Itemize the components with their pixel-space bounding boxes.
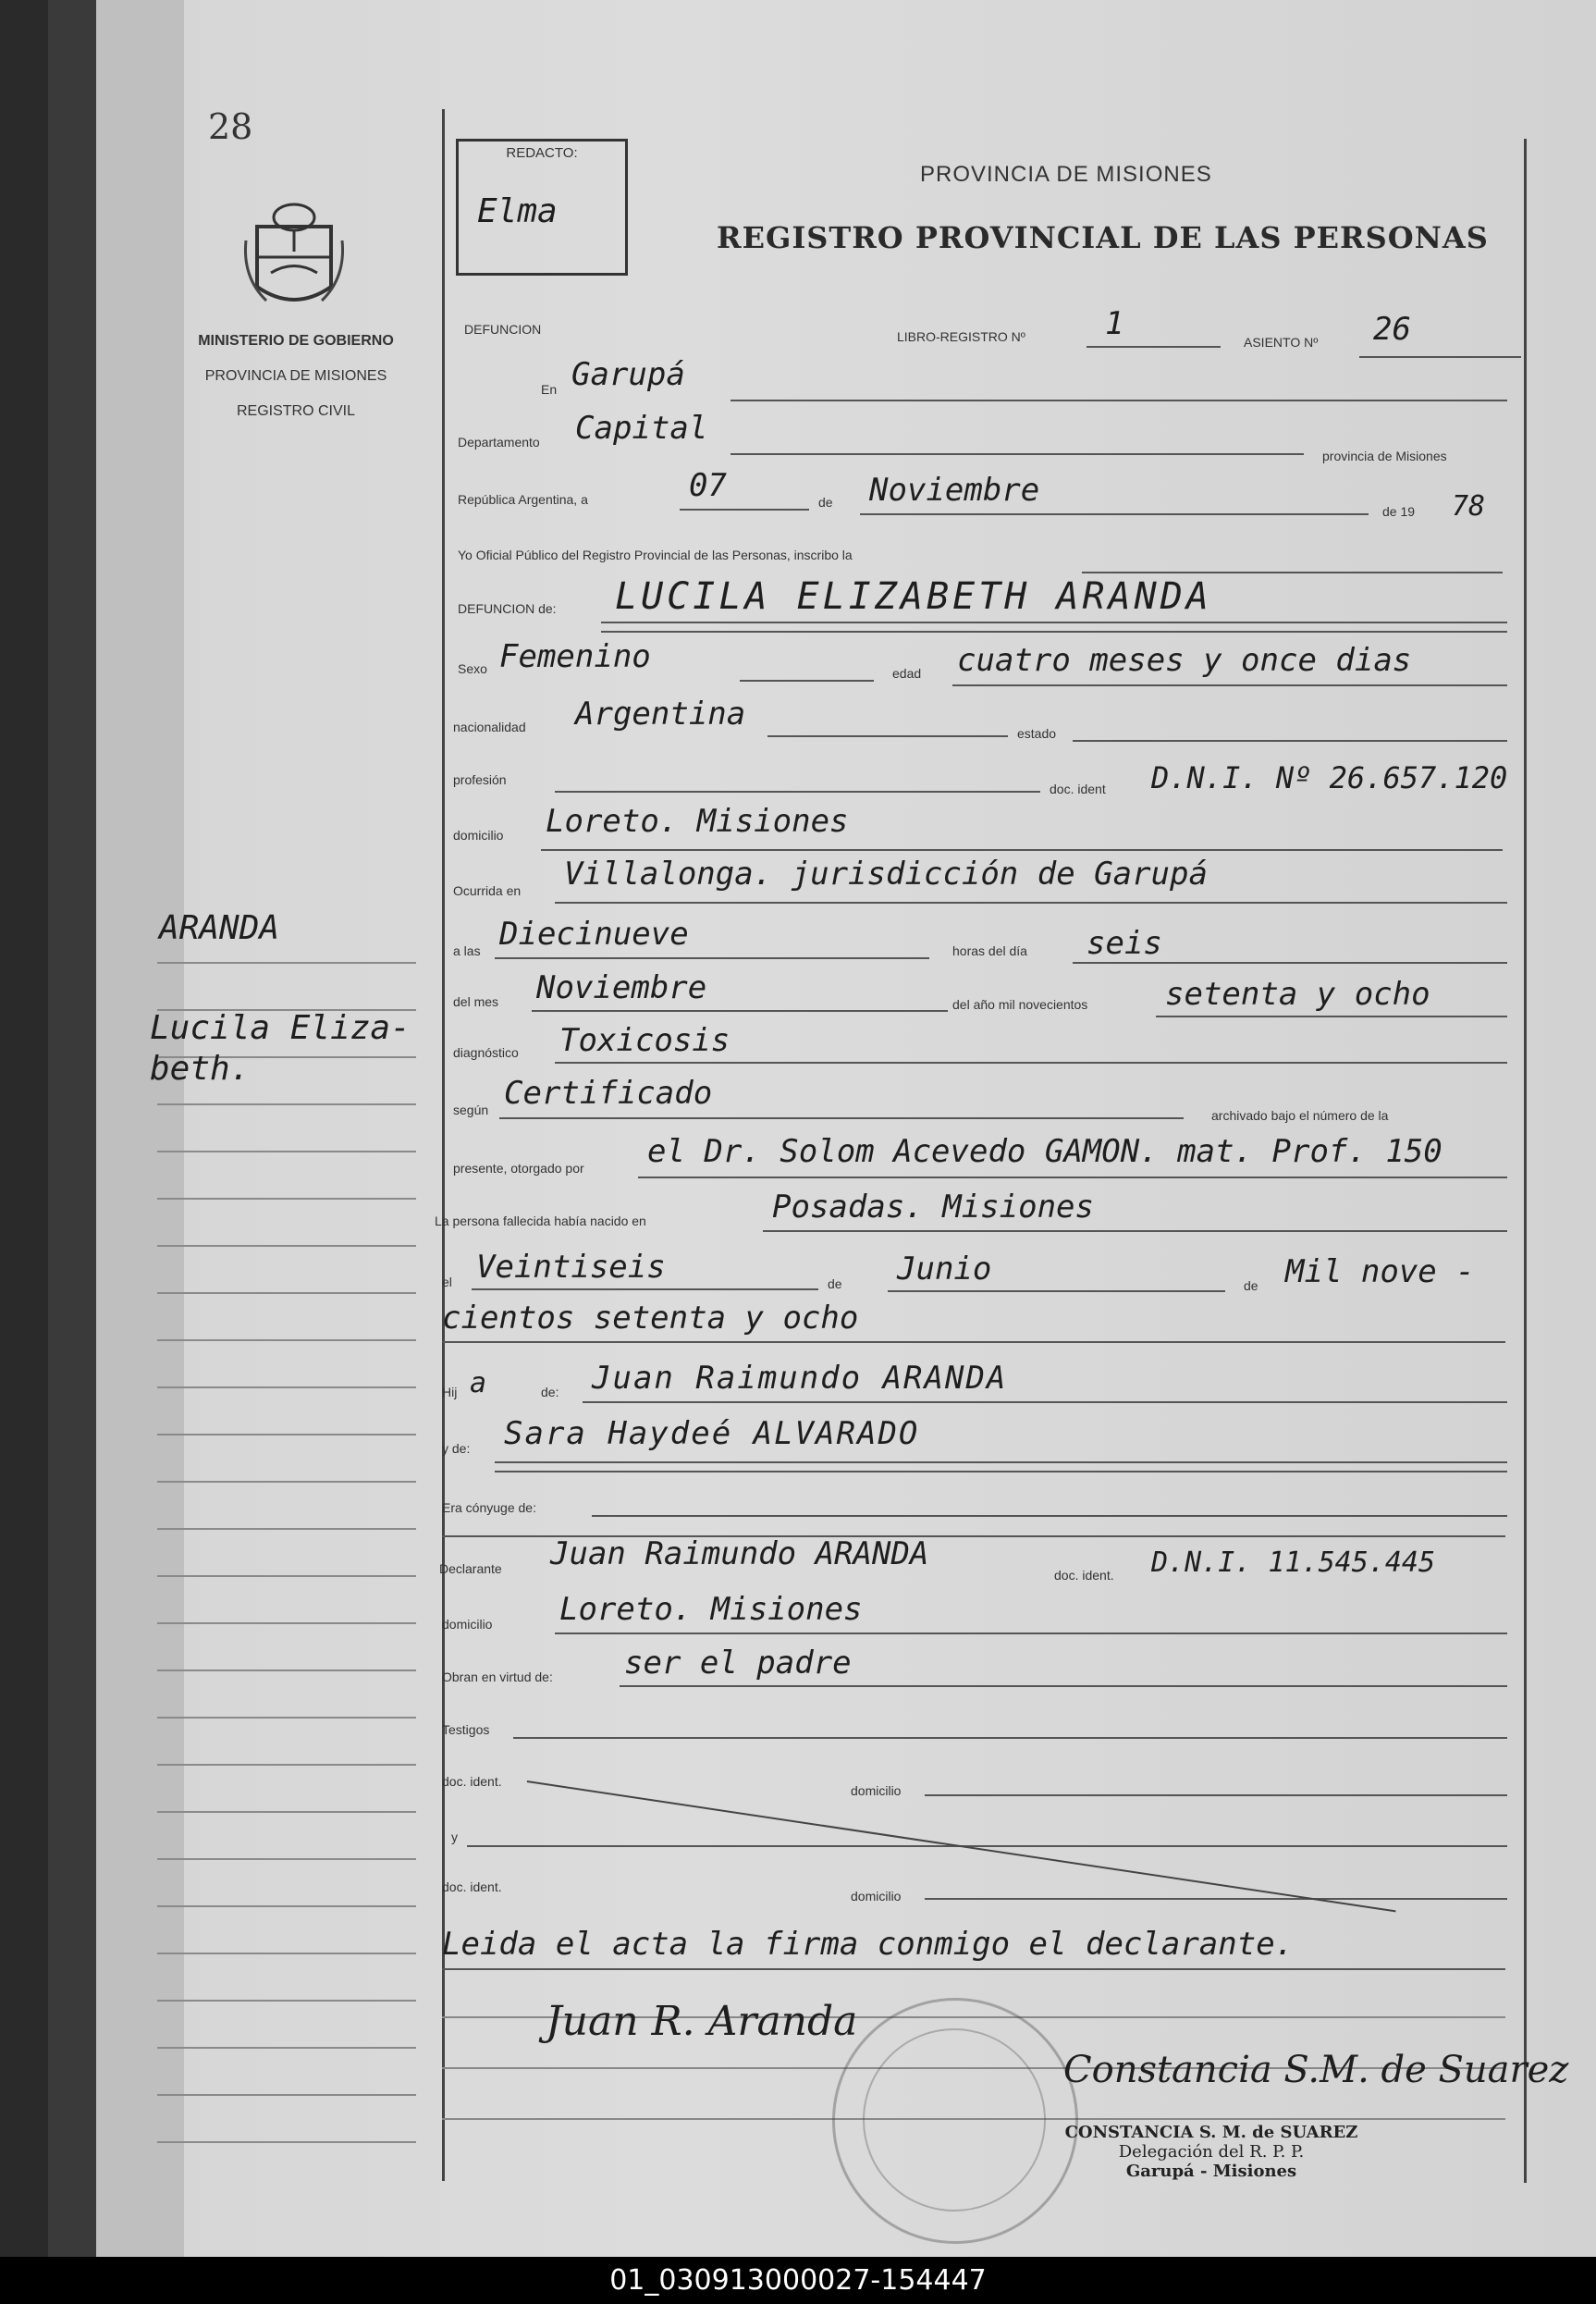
- obran-label: Obran en virtud de:: [442, 1669, 553, 1684]
- margin-rule: [157, 1198, 416, 1200]
- form-left-rule: [442, 109, 445, 2181]
- margin-rule: [157, 1953, 416, 1954]
- presente-label: presente, otorgado por: [453, 1161, 584, 1176]
- nac-dia-value: Veintiseis: [476, 1249, 666, 1286]
- margin-rule: [157, 1339, 416, 1341]
- horasdia-label: horas del día: [952, 943, 1027, 958]
- margin-rule: [157, 1858, 416, 1860]
- segun-rule: [499, 1117, 1184, 1119]
- libro-label: LIBRO-REGISTRO Nº: [897, 329, 1025, 344]
- nac-mes-value: Junio: [897, 1251, 992, 1288]
- nacionalidad-rule: [767, 735, 1008, 737]
- y-label: y: [451, 1830, 458, 1844]
- margin-rule: [157, 1764, 416, 1766]
- testigos-label: Testigos: [442, 1722, 490, 1737]
- nombre-rule-2: [601, 631, 1507, 633]
- nacido-label: La persona fallecida había nacido en: [435, 1214, 646, 1228]
- de-label: de: [818, 495, 833, 510]
- asiento-value: 26: [1373, 311, 1411, 348]
- padre-value: Juan Raimundo ARANDA: [592, 1360, 1008, 1397]
- margin-rule: [157, 1622, 416, 1624]
- ocurrida-label: Ocurrida en: [453, 883, 522, 898]
- nacionalidad-value: Argentina: [575, 696, 746, 733]
- leida-rule: [442, 1968, 1505, 1970]
- hija-de-label: de:: [541, 1385, 559, 1399]
- padre-rule: [583, 1401, 1507, 1403]
- edad-label: edad: [892, 666, 922, 681]
- edad-rule: [952, 684, 1507, 686]
- doc3-label: doc. ident.: [442, 1774, 502, 1789]
- coat-of-arms-icon: [239, 185, 350, 314]
- libro-rule: [1087, 346, 1221, 348]
- seal-line2: Delegación del R. P. P.: [1118, 2142, 1305, 2162]
- ministry-line1: MINISTERIO DE GOBIERNO: [198, 333, 394, 349]
- domicilio3-label: domicilio: [851, 1783, 902, 1798]
- de-label-2: de: [828, 1276, 842, 1291]
- domicilio4-rule: [925, 1898, 1507, 1900]
- margin-given2: beth.: [150, 1050, 251, 1088]
- nac-anio-value-1: Mil nove -: [1285, 1253, 1475, 1290]
- redacto-label: REDACTO:: [506, 145, 578, 161]
- ministry-line3: REGISTRO CIVIL: [236, 403, 356, 419]
- domicilio2-rule: [555, 1633, 1507, 1634]
- madre-rule-2: [495, 1471, 1507, 1472]
- asiento-rule: [1359, 356, 1521, 358]
- defuncion-de-label: DEFUNCION de:: [458, 601, 557, 616]
- margin-rule: [157, 2094, 416, 2096]
- margin-rule: [157, 1717, 416, 1719]
- province-heading: PROVINCIA DE MISIONES: [920, 162, 1212, 187]
- margin-rule: [157, 1905, 416, 1907]
- ministry-block: [148, 324, 444, 429]
- profesion-label: profesión: [453, 772, 507, 787]
- nacionalidad-label: nacionalidad: [453, 720, 526, 734]
- margin-rule: [157, 1103, 416, 1105]
- delmes-label: del mes: [453, 994, 499, 1009]
- sexo-rule: [740, 680, 874, 682]
- seal-line1: CONSTANCIA S. M. de SUAREZ: [1064, 2123, 1358, 2142]
- mes2-value: Noviembre: [536, 969, 707, 1006]
- sexo-value: Femenino: [499, 638, 651, 675]
- oficial-rule: [1082, 572, 1503, 573]
- margin-rule: [157, 1669, 416, 1671]
- margin-rule: [157, 1292, 416, 1294]
- oficial-text: Yo Oficial Público del Registro Provincial de las Personas, inscribo la: [458, 548, 853, 562]
- anio2-rule: [1156, 1016, 1507, 1017]
- de19-label: de 19: [1382, 504, 1416, 519]
- doc2-label: doc. ident.: [1054, 1568, 1114, 1583]
- en-value: Garupá: [571, 356, 685, 393]
- official-round-stamp: [832, 1998, 1078, 2244]
- seal-block: [1017, 2123, 1406, 2181]
- conyuge-label: Era cónyuge de:: [442, 1500, 536, 1515]
- departamento-label: Departamento: [458, 435, 540, 450]
- declarante-label: Declarante: [439, 1561, 502, 1576]
- profesion-rule: [555, 791, 1040, 793]
- margin-rule: [157, 2141, 416, 2143]
- edad-value: cuatro meses y once dias: [957, 642, 1412, 679]
- margin-rule: [157, 1811, 416, 1813]
- doc-label: doc. ident: [1050, 782, 1106, 796]
- margin-rule: [157, 1528, 416, 1530]
- delanio-label: del año mil novecientos: [952, 997, 1088, 1012]
- domicilio4-label: domicilio: [851, 1889, 902, 1904]
- nac-mes-rule: [888, 1290, 1225, 1292]
- hija-label: Hij: [442, 1385, 458, 1399]
- diagnostico-value: Toxicosis: [559, 1022, 730, 1059]
- domicilio3-rule: [925, 1794, 1507, 1796]
- diagnostico-rule: [555, 1062, 1507, 1064]
- margin-rule: [157, 2047, 416, 2049]
- defuncion-label: DEFUNCION: [464, 322, 542, 337]
- segun-value: Certificado: [504, 1075, 713, 1112]
- estado-rule: [1073, 740, 1507, 742]
- declarante-value: Juan Raimundo ARANDA: [550, 1535, 929, 1572]
- mes-rule: [860, 513, 1369, 515]
- libro-value: 1: [1105, 305, 1124, 342]
- mes2-rule: [532, 1010, 948, 1012]
- registry-heading: REGISTRO PROVINCIAL DE LAS PERSONAS: [717, 220, 1489, 255]
- y-rule: [467, 1845, 1507, 1847]
- otorgado-value: el Dr. Solom Acevedo GAMON. mat. Prof. 150: [647, 1133, 1443, 1170]
- madre-value: Sara Haydeé ALVARADO: [504, 1415, 920, 1452]
- obran-rule: [620, 1685, 1507, 1687]
- mes-value: Noviembre: [869, 472, 1040, 509]
- margin-rule: [157, 962, 416, 964]
- estado-label: estado: [1017, 726, 1057, 741]
- margin-rule: [157, 1575, 416, 1577]
- ministry-line2: PROVINCIA DE MISIONES: [204, 368, 387, 384]
- domicilio-rule: [541, 849, 1503, 851]
- page-number: 28: [208, 106, 253, 147]
- margin-rule: [157, 1434, 416, 1435]
- nac-dia-rule: [472, 1288, 818, 1290]
- testigos-rule: [513, 1737, 1507, 1739]
- provincia-label: provincia de Misiones: [1322, 449, 1447, 463]
- horas-rule: [495, 957, 929, 959]
- binding-edge: [48, 0, 96, 2257]
- madre-rule: [495, 1461, 1507, 1463]
- doc4-label: doc. ident.: [442, 1879, 502, 1894]
- departamento-rule: [730, 453, 1304, 455]
- margin-rule: [157, 2000, 416, 2002]
- asiento-label: ASIENTO Nº: [1244, 335, 1319, 350]
- obran-value: ser el padre: [624, 1645, 852, 1682]
- margin-rule: [157, 1481, 416, 1483]
- doc-value: D.N.I. Nº 26.657.120: [1151, 760, 1508, 795]
- otorgado-rule: [638, 1177, 1507, 1178]
- form-right-rule: [1524, 139, 1527, 2183]
- nacido-value: Posadas. Misiones: [772, 1189, 1094, 1226]
- hija-suffix: a: [470, 1367, 487, 1399]
- margin-surname: ARANDA: [159, 909, 280, 947]
- anio-value: 78: [1452, 490, 1486, 523]
- nombre-value: LUCILA ELIZABETH ARANDA: [615, 575, 1212, 618]
- domicilio-value: Loreto. Misiones: [546, 803, 849, 840]
- conyuge-rule: [592, 1515, 1507, 1517]
- en-label: En: [541, 382, 558, 397]
- archivado-label: archivado bajo el número de la: [1211, 1108, 1389, 1123]
- ocurrida-value: Villalonga. jurisdicción de Garupá: [564, 856, 1208, 893]
- margin-rule: [157, 1151, 416, 1152]
- dia-rule: [680, 509, 809, 511]
- domicilio2-value: Loreto. Misiones: [559, 1591, 863, 1628]
- de-label-3: de: [1244, 1278, 1258, 1293]
- dia2-value: seis: [1087, 925, 1162, 962]
- doc2-value: D.N.I. 11.545.445: [1151, 1546, 1436, 1579]
- dia-value: 07: [689, 467, 727, 504]
- nac-anio-value-2: cientos setenta y ocho: [442, 1300, 859, 1337]
- domicilio-label: domicilio: [453, 828, 504, 843]
- diagnostico-label: diagnóstico: [453, 1045, 519, 1060]
- nombre-rule: [601, 622, 1507, 623]
- redacto-initials: Elma: [477, 192, 558, 230]
- ocurrida-rule: [555, 902, 1507, 904]
- seal-line3: Garupá - Misiones: [1125, 2162, 1297, 2181]
- yde-label: y de:: [442, 1441, 471, 1456]
- margin-rule: [157, 1245, 416, 1247]
- el-label: el: [442, 1275, 452, 1289]
- segun-label: según: [453, 1103, 489, 1117]
- scan-id-footer: 01_030913000027-154447: [0, 2257, 1596, 2304]
- redacto-box: [456, 139, 628, 276]
- sexo-label: Sexo: [458, 661, 487, 676]
- nacido-rule: [763, 1230, 1507, 1232]
- alas-label: a las: [453, 943, 481, 958]
- nac-anio-rule: [442, 1341, 1505, 1343]
- horas-value: Diecinueve: [499, 916, 689, 953]
- anio2-value: setenta y ocho: [1165, 976, 1430, 1013]
- dia2-rule: [1073, 962, 1507, 964]
- oficial-signature: Constancia S.M. de Suarez: [1063, 2049, 1569, 2091]
- republica-label: República Argentina, a: [458, 492, 588, 507]
- leida-text: Leida el acta la firma conmigo el declarante.: [442, 1926, 1295, 1963]
- domicilio2-label: domicilio: [442, 1617, 493, 1632]
- departamento-value: Capital: [575, 410, 708, 447]
- en-rule: [730, 400, 1507, 401]
- margin-rule: [157, 1386, 416, 1388]
- declarante-signature: Juan R. Aranda: [546, 1998, 858, 2045]
- margin-given1: Lucila Eliza-: [150, 1009, 411, 1047]
